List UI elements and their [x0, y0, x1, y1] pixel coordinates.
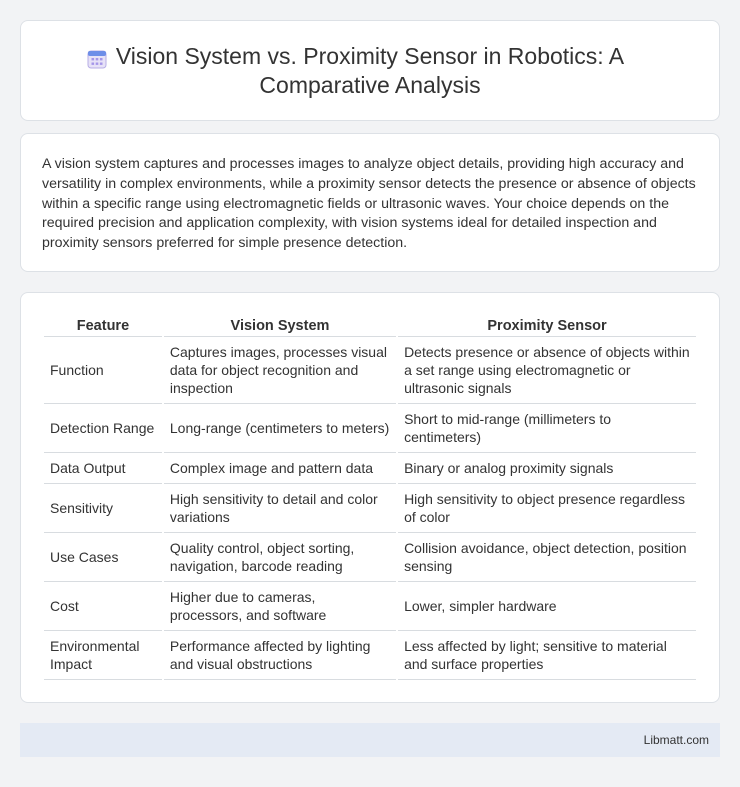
header-feature: Feature	[44, 315, 162, 337]
table-row	[44, 484, 696, 533]
table-header-row	[44, 315, 696, 337]
table-row	[44, 631, 696, 680]
proximity-cell: Less affected by light; sensitive to material and surface properties	[398, 631, 696, 680]
comparison-card	[20, 292, 720, 703]
feature-cell: Use Cases	[44, 533, 162, 582]
footer-site-link[interactable]: Libmatt.com	[643, 733, 709, 747]
proximity-cell: High sensitivity to object presence regardless of color	[398, 484, 696, 533]
proximity-cell: Collision avoidance, object detection, position sensing	[398, 533, 696, 582]
table-row	[44, 533, 696, 582]
table-row	[44, 453, 696, 484]
table-row	[44, 582, 696, 631]
proximity-cell: Short to mid-range (millimeters to centimeters)	[398, 404, 696, 453]
comparison-table	[42, 315, 698, 680]
vision-cell: Performance affected by lighting and visual obstructions	[164, 631, 396, 680]
title-card	[20, 20, 720, 121]
vision-cell: Complex image and pattern data	[164, 453, 396, 484]
table-row	[44, 404, 696, 453]
proximity-cell: Detects presence or absence of objects within a set range using electromagnetic or ultrasonic signals	[398, 337, 696, 404]
feature-cell: Cost	[44, 582, 162, 631]
vision-cell: High sensitivity to detail and color variations	[164, 484, 396, 533]
feature-cell: Environmental Impact	[44, 631, 162, 680]
vision-cell: Long-range (centimeters to meters)	[164, 404, 396, 453]
proximity-cell: Binary or analog proximity signals	[398, 453, 696, 484]
header-proximity-sensor: Proximity Sensor	[398, 315, 696, 337]
feature-cell: Sensitivity	[44, 484, 162, 533]
footer	[20, 723, 720, 757]
feature-cell: Function	[44, 337, 162, 404]
proximity-cell: Lower, simpler hardware	[398, 582, 696, 631]
feature-cell: Detection Range	[44, 404, 162, 453]
header-vision-system: Vision System	[164, 315, 396, 337]
page-title: Vision System vs. Proximity Sensor in Robotics: A Comparative Analysis	[115, 42, 625, 98]
vision-cell: Captures images, processes visual data for object recognition and inspection	[164, 337, 396, 404]
vision-cell: Quality control, object sorting, navigation, barcode reading	[164, 533, 396, 582]
feature-cell: Data Output	[44, 453, 162, 484]
table-row	[44, 337, 696, 404]
vision-cell: Higher due to cameras, processors, and software	[164, 582, 396, 631]
summary-card	[20, 133, 720, 272]
summary-text: A vision system captures and processes images to analyze object details, providing high accuracy and versatility in complex environments, while a proximity sensor detects the presence or absence of objects within a specific range using electromagnetic fields or ultrasonic waves. Your choice depends on the required precision and application complexity, with vision systems ideal for detailed inspection and proximity sensors preferred for simple presence detection.	[42, 156, 696, 252]
